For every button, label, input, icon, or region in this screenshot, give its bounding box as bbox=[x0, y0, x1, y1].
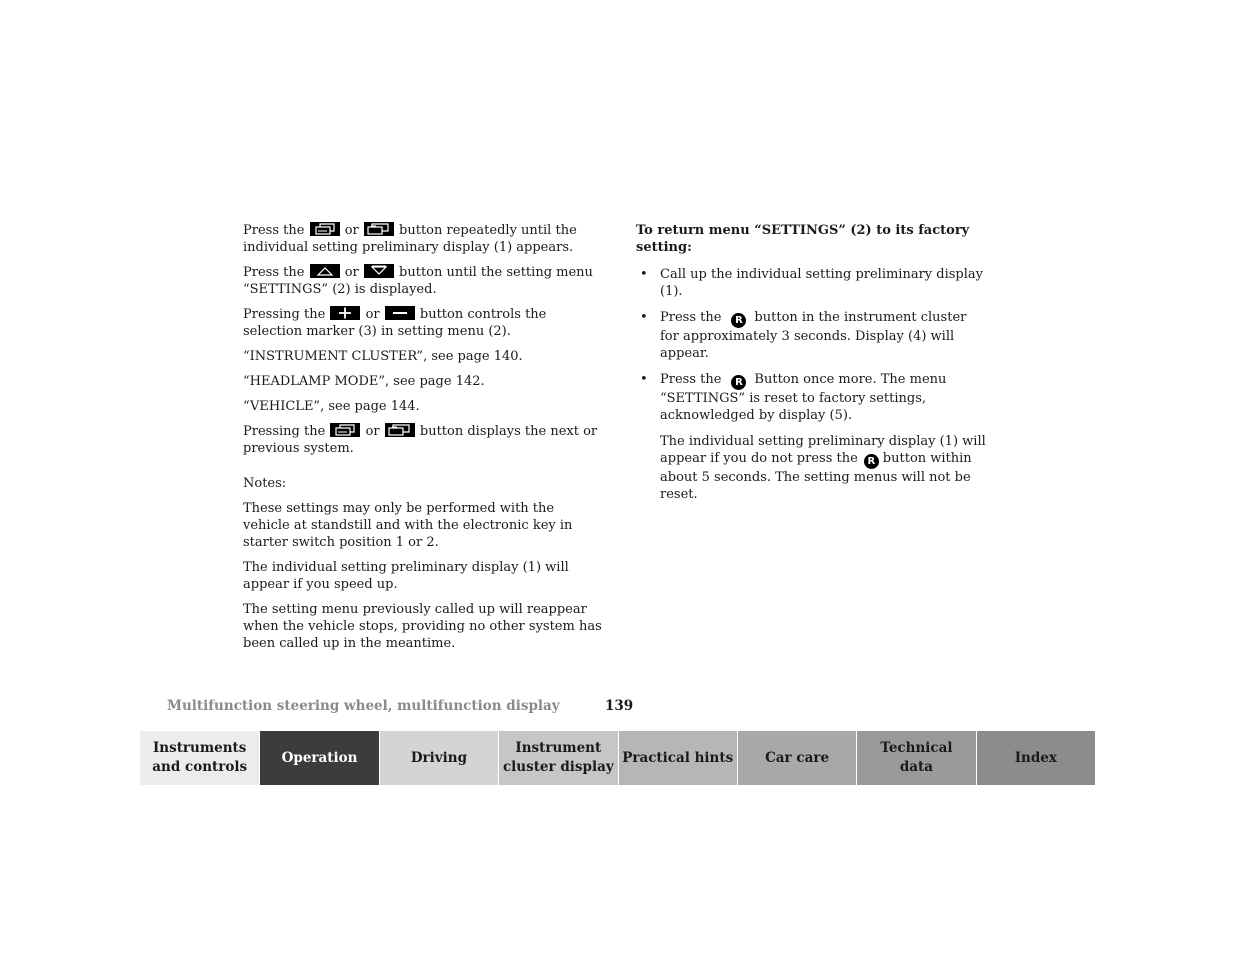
reference-headlamp-mode: “HEADLAMP MODE”, see page 142. bbox=[243, 374, 485, 389]
bullet-icon: • bbox=[640, 310, 648, 325]
left-column bbox=[243, 222, 603, 660]
arrow-up-button-icon bbox=[310, 264, 340, 278]
section-heading: To return menu “SETTINGS” (2) to its factory setting: bbox=[636, 223, 970, 255]
notes-heading: Notes: bbox=[243, 476, 287, 491]
reset-button-icon: R bbox=[731, 375, 746, 390]
tab-index[interactable]: Index bbox=[976, 731, 1095, 785]
plus-button-icon bbox=[330, 306, 360, 320]
note-1: These settings may only be performed with the vehicle at standstill and with the electronic key in starter switch position 1 or 2. bbox=[243, 501, 573, 550]
note-3: The setting menu previously called up will reappear when the vehicle stops, providing no other system has been called up in the meantime. bbox=[243, 602, 602, 651]
reference-instrument-cluster: “INSTRUMENT CLUSTER”, see page 140. bbox=[243, 349, 523, 364]
list-item: • Press the R button in the instrument cluster for approximately 3 seconds. Display (4) will appear. bbox=[640, 310, 967, 361]
closing-note: The individual setting preliminary display (1) will appear if you do not press the R button within about 5 seconds. The setting menus will not be reset. bbox=[660, 434, 986, 502]
tab-instruments-and-controls[interactable]: Instruments and controls bbox=[140, 731, 259, 785]
note-2: The individual setting preliminary display (1) will appear if you speed up. bbox=[243, 560, 569, 592]
tab-technical-data[interactable]: Technical data bbox=[856, 731, 975, 785]
instruction-4: Pressing the or button displays the next or previous system. bbox=[243, 424, 598, 456]
instruction-3: Pressing the or button controls the selection marker (3) in setting menu (2). bbox=[243, 307, 547, 339]
right-column bbox=[636, 222, 988, 511]
screen-forward-button-icon bbox=[364, 222, 394, 236]
screen-back-button-icon bbox=[310, 222, 340, 236]
page-number: 139 bbox=[605, 698, 634, 714]
tab-car-care[interactable]: Car care bbox=[737, 731, 856, 785]
steps-list bbox=[636, 266, 988, 424]
screen-back-button-icon bbox=[330, 423, 360, 437]
list-item: • Press the R Button once more. The menu “SETTINGS” is reset to factory settings, acknowledged by display (5). bbox=[640, 372, 947, 423]
instruction-1: Press the or button repeatedly until the individual setting preliminary display (1) appears. bbox=[243, 223, 577, 255]
list-item: • Call up the individual setting preliminary display (1). bbox=[640, 267, 984, 299]
bullet-icon: • bbox=[640, 267, 648, 282]
arrow-down-button-icon bbox=[364, 264, 394, 278]
reference-vehicle: “VEHICLE”, see page 144. bbox=[243, 399, 420, 414]
reset-button-icon: R bbox=[864, 454, 879, 469]
reset-button-icon: R bbox=[731, 313, 746, 328]
screen-forward-button-icon bbox=[385, 423, 415, 437]
bullet-icon: • bbox=[640, 372, 648, 387]
tab-instrument-cluster-display[interactable]: Instrument cluster display bbox=[498, 731, 617, 785]
tab-operation[interactable]: Operation bbox=[259, 731, 378, 785]
tab-driving[interactable]: Driving bbox=[379, 731, 498, 785]
instruction-2: Press the or button until the setting menu “SETTINGS” (2) is displayed. bbox=[243, 265, 593, 297]
tab-practical-hints[interactable]: Practical hints bbox=[618, 731, 737, 785]
section-title: Multifunction steering wheel, multifunction display bbox=[167, 698, 560, 714]
section-tabs bbox=[140, 731, 1095, 785]
minus-button-icon bbox=[385, 306, 415, 320]
